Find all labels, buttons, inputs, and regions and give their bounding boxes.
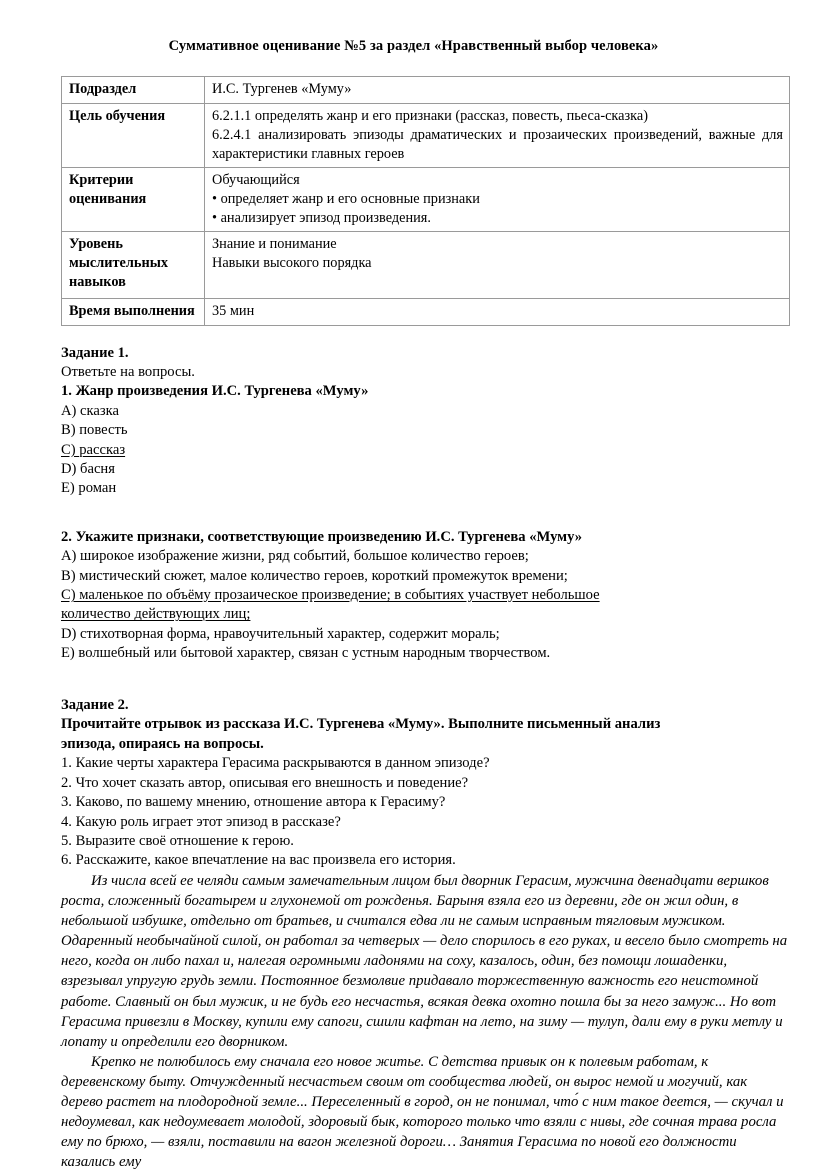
question-1-text: 1. Жанр произведения И.С. Тургенева «Муму» (61, 383, 369, 400)
task-2-question-6: 6. Расскажите, какое впечатление на вас произвела его история. (61, 852, 456, 869)
question-2-option-d: D) стихотворная форма, нравоучительный характер, содержит мораль; (61, 625, 500, 642)
cell-line: 6.2.1.1 определять жанр и его признаки (рассказ, повесть, пьеса-сказка) (212, 108, 648, 125)
page-title: Суммативное оценивание №5 за раздел «Нравственный выбор человека» (168, 38, 659, 54)
question-1-option-c (61, 441, 790, 460)
question-2-text: 2. Укажите признаки, соответствующие произведению И.С. Тургенева «Муму» (61, 528, 583, 545)
question-1-option-d: D) басня (61, 461, 115, 478)
table-row (62, 77, 790, 104)
task-1-block (61, 344, 790, 499)
task-2-question-1: 1. Какие черты характера Герасима раскрываются в данном эпизоде? (61, 755, 490, 772)
table-cell-label: Время выполнения (62, 298, 205, 325)
cell-line: 35 мин (212, 302, 255, 319)
table-row (62, 232, 790, 298)
table-row (62, 104, 790, 168)
table-cell-value (205, 77, 790, 104)
cell-line: • анализирует эпизод произведения. (212, 209, 431, 226)
question-2-option-b: B) мистический сюжет, малое количество героев, короткий промежуток времени; (61, 567, 568, 584)
task-2-question-2: 2. Что хочет сказать автор, описывая его внешность и поведение? (61, 774, 469, 791)
table-cell-value (205, 232, 790, 298)
question-2-block (61, 528, 790, 664)
question-2-option-c-line1: C) маленькое по объёму прозаическое произведение; в событиях участвует небольшое (61, 587, 600, 604)
table-cell-label: Критерии оценивания (62, 168, 205, 232)
task-2-question-3: 3. Каково, по вашему мнению, отношение автора к Герасиму? (61, 794, 446, 811)
task-1-heading: Задание 1. (61, 344, 129, 361)
cell-line: 6.2.4.1 анализировать эпизоды драматических и прозаических произведений, важные для характеристики главных героев (212, 126, 783, 162)
excerpt-paragraph-1: Из числа всей ее челяди самым замечательным лицом был дворник Герасим, мужчина двенадцати вершков роста, сложенный богатырем и глухонемой от рожденья. Барыня взяла его из деревни, где он жил один, в небольшой избушке, отдельно от братьев, и считался едва ли не самым исправным тягловым мужиком. Одаренный необычайной силой, он работал за четверых — дело спорилось в его руках, и весело было смотреть на него, когда он либо пахал и, налегая огромными ладонями на соху, казалось, один, без помощи лошаденки, взрезывал упругую грудь земли. Постоянное безмолвие придавало торжественную важность его неистомной работе. Славный он был мужик, и не будь его несчастья, всякая девка охотно пошла бы за него замуж... Но вот Герасима привезли в Москву, купили ему сапоги, сшили кафтан на лето, на зиму — тулуп, дали ему в руки метлу и лопату и определили его дворником. (61, 872, 788, 1050)
task-2-instruction-line-2: эпизода, опираясь на вопросы. (61, 735, 264, 752)
document-body (0, 326, 827, 1173)
task-2-block (61, 696, 790, 871)
cell-line: • определяет жанр и его основные признаки (212, 190, 480, 207)
question-1-option-b: B) повесть (61, 422, 128, 439)
task-2-instruction-line-1: Прочитайте отрывок из рассказа И.С. Тургенева «Муму». Выполните письменный анализ (61, 716, 661, 733)
cell-line: Навыки высокого порядка (212, 255, 372, 272)
excerpt-paragraph-2: Крепко не полюбилось ему сначала его новое житье. С детства привык он к полевым работам, к деревенскому быту. Отчужденный несчастьем своим от сообщества людей, он вырос немой и могучий, как дерево растет на плодородной земле... Переселенный в город, он не понимал, что́ с ним такое деется, — скучал и недоумевал, как недоумевает молодой, здоровый бык, которого только что взяли с нивы, где сочная трава росла ему по брюхо, — взяли, поставили на вагон железной дороги… Занятия Герасима по новой его должности казались ему (61, 1053, 784, 1171)
story-excerpt (61, 871, 790, 1173)
cell-line: И.С. Тургенев «Муму» (212, 81, 352, 98)
table-cell-label: Подраздел (62, 77, 205, 104)
question-1-option-e: E) роман (61, 480, 117, 497)
table-cell-label: Цель обучения (62, 104, 205, 168)
question-1-option-a: A) сказка (61, 402, 119, 419)
question-2-option-e: E) волшебный или бытовой характер, связан с устным народным творчеством. (61, 645, 551, 662)
cell-line: Знание и понимание (212, 236, 337, 253)
table-cell-value (205, 298, 790, 325)
task-1-instruction: Ответьте на вопросы. (61, 363, 195, 380)
task-2-question-4: 4. Какую роль играет этот эпизод в рассказе? (61, 813, 341, 830)
question-1-option-c-answer: C) рассказ (61, 441, 126, 458)
task-2-heading: Задание 2. (61, 696, 129, 713)
table-cell-value (205, 168, 790, 232)
table-cell-label: Уровень мыслительных навыков (62, 232, 205, 298)
cell-line: Обучающийся (212, 172, 300, 189)
table-row (62, 168, 790, 232)
table-cell-value (205, 104, 790, 168)
question-2-option-a: A) широкое изображение жизни, ряд событий, большое количество героев; (61, 548, 529, 565)
question-2-option-c-line2: количество действующих лиц; (61, 606, 251, 623)
task-2-question-5: 5. Выразите своё отношение к герою. (61, 833, 294, 850)
assessment-spec-table (61, 76, 790, 325)
question-2-option-c (61, 586, 790, 625)
table-row (62, 298, 790, 325)
